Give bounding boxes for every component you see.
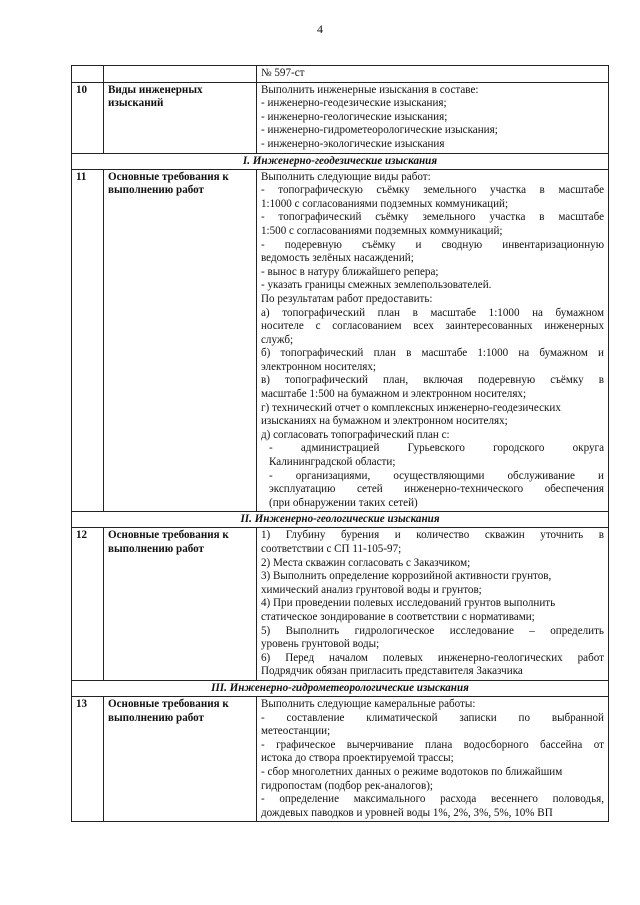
row-content [257, 696, 609, 821]
cell-empty-num [72, 66, 104, 83]
content-line: метеостанции; [261, 725, 331, 738]
content-line: 3) Выполнить определение коррозийной активности грунтов, [261, 570, 552, 583]
content-line: - сбор многолетних данных о режиме водотоков по ближайшим [261, 765, 563, 778]
content-line: уровень грунтовой воды; [261, 638, 380, 651]
content-line: статическое зондирование в соответствии с нормативами; [261, 610, 535, 623]
content-line: 1:500 с согласованиями подземных коммуникаций; [261, 224, 503, 237]
content-line: - инженерно-геологические изыскания; [261, 110, 448, 123]
content-line: д) согласовать топографический план с: [261, 428, 450, 441]
row-number: 11 [72, 169, 104, 512]
content-line: 1:1000 с согласованиями подземных коммуникаций; [261, 197, 509, 210]
content-line: химический анализ грунтовой воды и грунтов; [261, 583, 482, 596]
content-line: По результатам работ предоставить: [261, 292, 433, 305]
section-header-hydrometeorological [72, 680, 609, 696]
content-line: в) топографический план, включая подеревную съёмку в [261, 374, 604, 387]
content-line: - инженерно-геодезические изыскания; [261, 97, 447, 110]
cell-empty-label [104, 66, 257, 83]
content-line: масштабе 1:500 на бумажном и электронном носителях; [261, 388, 527, 401]
page-number: 4 [317, 22, 323, 36]
content-line: дождевых паводков и уровней воды 1%, 2%, 3%, 5%, 10% ВП [261, 806, 553, 819]
content-line: - инженерно-гидрометеорологические изыскания; [261, 124, 498, 137]
row-label: Основные требования к выполнению работ [104, 169, 257, 512]
table-row-11 [72, 169, 609, 512]
content-line: - вынос в натуру ближайшего репера; [261, 265, 439, 278]
content-line: Калининградской области; [269, 456, 396, 469]
content-line: 4) При проведении полевых исследований грунтов выполнить [261, 597, 556, 610]
table-row-12 [72, 528, 609, 681]
requirements-table [71, 65, 609, 822]
row-label: Виды инженерных изысканий [104, 82, 257, 153]
content-line: б) топографический план в масштабе 1:1000 на бумажном и [261, 347, 604, 360]
content-line: Выполнить инженерные изыскания в составе: [261, 83, 479, 96]
content-line: соответствии с СП 11-105-97; [261, 543, 402, 555]
row-content [257, 82, 609, 153]
section-header-geodetic [72, 153, 609, 169]
table-row-10 [72, 82, 609, 153]
content-line: г) технический отчет о комплексных инженерно-геодезических [261, 401, 561, 414]
row-label: Основные требования к выполнению работ [104, 528, 257, 681]
row-number: 13 [72, 696, 104, 821]
section-title: I. Инженерно-геодезические изыскания [72, 153, 609, 169]
content-line: эксплуатацию сетей инженерно-технического обеспечения [269, 483, 604, 496]
row-content [257, 528, 609, 681]
row-number: 12 [72, 528, 104, 681]
document-number: № 597-ст [257, 66, 609, 83]
content-line: изысканиях на бумажном и электронном носителях; [261, 415, 508, 428]
section-title: III. Инженерно-гидрометеорологические изыскания [72, 680, 609, 696]
content-line: электронном носителях; [261, 360, 377, 373]
row-label: Основные требования к выполнению работ [104, 696, 257, 821]
content-line: - топографический съёмку земельного участка в масштабе [261, 211, 604, 224]
section-title: II. Инженерно-геологические изыскания [72, 512, 609, 528]
content-line: - определение максимального расхода весеннего половодья, [261, 793, 604, 806]
content-line: 6) Перед началом полевых инженерно-геологических работ [261, 651, 604, 664]
content-line: Выполнить следующие камеральные работы: [261, 697, 476, 710]
content-line: - указать границы смежных землепользователей. [261, 279, 492, 292]
content-line: - администрацией Гурьевского городского округа [269, 442, 604, 455]
content-line: а) топографический план в масштабе 1:1000 на бумажном [261, 306, 604, 319]
content-line: - организациями, осуществляющими обслуживание и [269, 469, 604, 482]
content-line: - топографическую съёмку земельного участка в масштабе [261, 184, 604, 197]
row-content [257, 169, 609, 512]
content-line: гидропостам (подбор рек-аналогов); [261, 779, 433, 792]
content-line: истока до створа проектируемой трассы; [261, 752, 454, 765]
content-line: Подрядчик обязан пригласить представителя Заказчика [261, 665, 523, 678]
content-line: носителе с согласованием всех заинтересованных инженерных [261, 320, 604, 333]
content-line: (при обнаружении таких сетей) [269, 496, 418, 509]
content-line: - инженерно-экологические изыскания [261, 137, 445, 150]
row-number: 10 [72, 82, 104, 153]
content-line: служб; [261, 333, 294, 346]
content-line: 5) Выполнить гидрологическое исследование – определить [261, 624, 604, 637]
content-line: - графическое вычерчивание плана водосборного бассейна от [261, 738, 604, 751]
content-line: 2) Места скважин согласовать с Заказчиком; [261, 556, 471, 569]
table-row-reference [72, 66, 609, 83]
content-line: Выполнить следующие виды работ: [261, 170, 431, 183]
table-row-13 [72, 696, 609, 821]
content-line: ведомость зелёных насаждений; [261, 252, 414, 265]
content-line: - подеревную съёмку и сводную инвентаризационную [261, 238, 604, 251]
content-line: - составление климатической записки по выбранной [261, 711, 604, 724]
section-header-geological [72, 512, 609, 528]
content-line: 1) Глубину бурения и количество скважин уточнить в [261, 529, 604, 542]
